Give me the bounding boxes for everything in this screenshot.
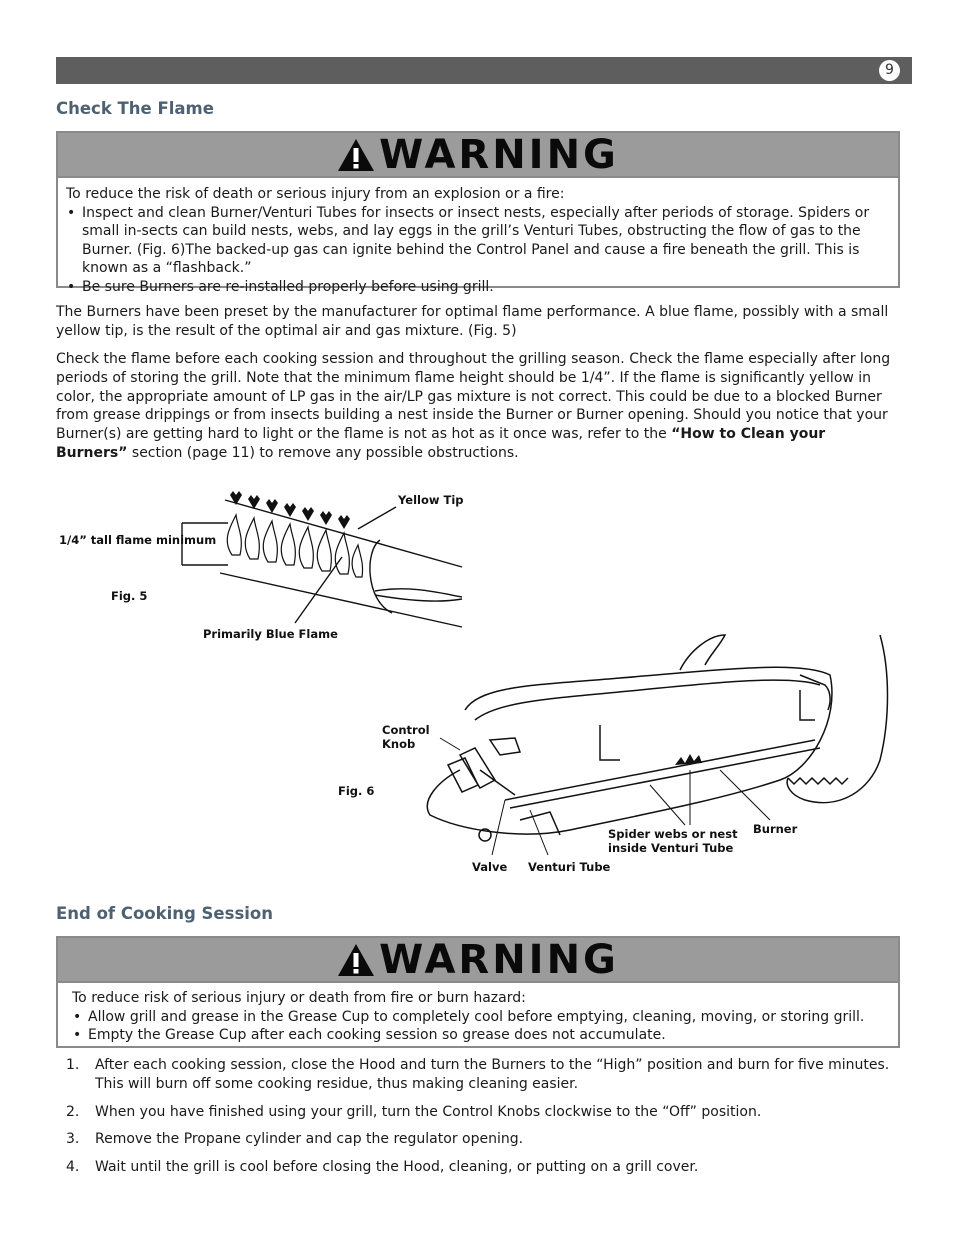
warning-bullet: • Be sure Burners are re-installed properly before using grill. xyxy=(66,278,890,297)
label-burner: Burner xyxy=(753,822,798,836)
warning-intro: To reduce the risk of death or serious injury from an explosion or a fire: xyxy=(66,186,565,202)
step-number: 4. xyxy=(66,1159,80,1176)
step-item xyxy=(66,1158,896,1177)
warning-body xyxy=(58,983,898,1045)
paragraph-text: Check the flame before each cooking session and throughout the grilling season. Check the flame especially after long periods of storing the grill. Note that the minimum flame height should be 1/4”. If the flame is significantly yellow in color, the appropriate amount of LP gas in the air/LP gas mixture is not correct. This could be due to a blocked Burner from grease drippings or from insects building a nest inside the Burner or Burner opening. Should you notice that your Burner(s) are getting hard to light or the flame is not as hot as it once was, refer to the xyxy=(56,351,891,443)
warning-bullet: • Empty the Grease Cup after each cooking session so grease does not accumulate. xyxy=(72,1026,890,1045)
step-text: After each cooking session, close the Hood and turn the Burners to the “High” position and burn for five minutes. This will burn off some cooking residue, thus making cleaning easier. xyxy=(95,1057,890,1092)
end-session-steps xyxy=(66,1056,896,1186)
burner-flame-illustration xyxy=(170,485,470,635)
warning-box-end-session xyxy=(56,936,900,1048)
step-text: Remove the Propane cylinder and cap the regulator opening. xyxy=(95,1131,524,1148)
label-valve: Valve xyxy=(472,860,508,874)
label-blue-flame: Primarily Blue Flame xyxy=(203,627,338,641)
warning-box-flame xyxy=(56,131,900,295)
label-yellow-tip: Yellow Tip xyxy=(398,493,464,507)
step-number: 1. xyxy=(66,1057,80,1073)
step-item xyxy=(66,1103,896,1122)
section-title-check-flame: Check The Flame xyxy=(56,99,214,118)
warning-bullets xyxy=(66,204,890,297)
label-fig6: Fig. 6 xyxy=(338,784,375,798)
step-item xyxy=(66,1130,896,1149)
paragraph-bold-ref: “How to Clean your Burners” xyxy=(56,426,826,461)
step-item xyxy=(66,1056,896,1094)
warning-triangle-icon xyxy=(337,943,375,977)
warning-heading: WARNING xyxy=(379,936,619,983)
label-flame-minimum: 1/4” tall flame minimum xyxy=(59,533,217,547)
warning-triangle-icon xyxy=(337,138,375,172)
warning-body xyxy=(58,178,898,297)
label-line: Control xyxy=(382,723,430,737)
label-fig5: Fig. 5 xyxy=(111,589,148,603)
step-text: Wait until the grill is cool before closing the Hood, cleaning, or putting on a grill cover. xyxy=(95,1159,699,1176)
warning-header xyxy=(58,133,898,178)
header-bar xyxy=(56,57,912,84)
paragraph-flame-preset: The Burners have been preset by the manufacturer for optimal flame performance. A blue flame, possibly with a small yellow tip, is the result of the optimal air and gas mixture. (Fig. 5) xyxy=(56,304,889,339)
warning-bullets xyxy=(72,1008,890,1045)
label-line: Spider webs or nest xyxy=(608,827,738,841)
label-line: Knob xyxy=(382,737,416,751)
warning-header xyxy=(58,938,898,983)
page-number: 9 xyxy=(879,60,900,81)
paragraph-text: section (page 11) to remove any possible obstructions. xyxy=(127,444,519,461)
step-number: 2. xyxy=(66,1103,80,1120)
label-control-knob xyxy=(382,723,430,751)
label-venturi-tube: Venturi Tube xyxy=(528,860,611,874)
label-line: inside Venturi Tube xyxy=(608,841,734,855)
label-spider-webs xyxy=(608,827,738,855)
step-number: 3. xyxy=(66,1131,80,1148)
warning-bullet: • Inspect and clean Burner/Venturi Tubes for insects or insect nests, especially after periods of storage. Spiders or small in-sects can build nests, webs, and lay eggs in the grill’s Venturi Tubes, obstructing the flow of gas to the Burner. (Fig. 6)The backed-up gas can ignite behind the Control Panel and cause a fire beneath the grill. This is known as a “flashback.” xyxy=(66,204,890,278)
warning-heading: WARNING xyxy=(379,131,619,178)
step-text: When you have finished using your grill, turn the Control Knobs clockwise to the “Off” position. xyxy=(95,1103,762,1120)
warning-bullet: • Allow grill and grease in the Grease Cup to completely cool before emptying, cleaning, moving, or storing grill. xyxy=(72,1008,890,1027)
paragraph-check-flame xyxy=(56,350,898,463)
section-title-end-session: End of Cooking Session xyxy=(56,904,273,923)
warning-intro: To reduce risk of serious injury or death from fire or burn hazard: xyxy=(72,990,526,1006)
